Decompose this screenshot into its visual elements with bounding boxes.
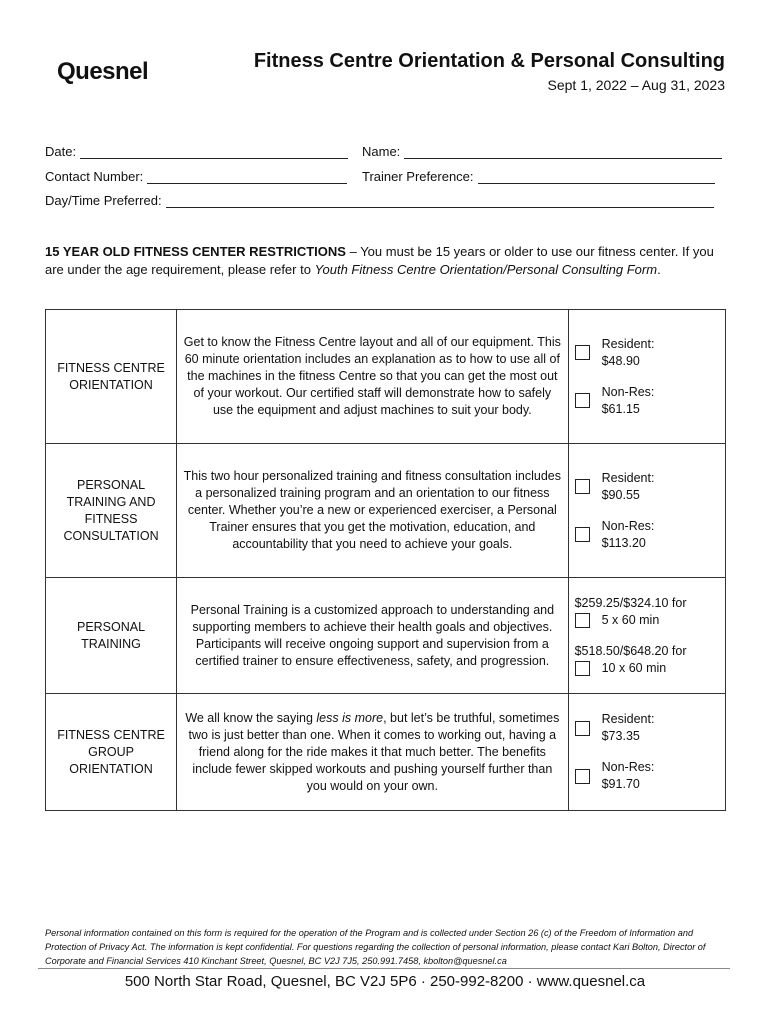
option-label: Non-Res:: [601, 518, 655, 533]
contact-number-label: Contact Number:: [45, 169, 144, 184]
option-price: $48.90: [601, 353, 640, 368]
service-pricing: [568, 694, 725, 811]
service-row: [46, 694, 726, 811]
option-label: 10 x 60 min: [601, 660, 667, 675]
non-resident-option[interactable]: [575, 518, 719, 552]
services-table: [45, 309, 726, 811]
non-resident-checkbox[interactable]: [575, 393, 590, 408]
page-title: Fitness Centre Orientation & Personal Consulting: [253, 50, 725, 72]
service-name: PERSONAL TRAINING AND FITNESS CONSULTATION: [46, 444, 177, 578]
footer-address: 500 North Star Road, Quesnel, BC V2J 5P6 · 250-992-8200 · www.quesnel.ca: [124, 973, 646, 990]
contact-number-field[interactable]: [45, 169, 347, 184]
name-field[interactable]: [362, 144, 722, 159]
trainer-preference-field[interactable]: [362, 169, 715, 184]
non-resident-option[interactable]: [575, 759, 719, 793]
resident-checkbox[interactable]: [575, 345, 590, 360]
day-time-preferred-field[interactable]: [45, 193, 714, 208]
option-label: Resident:: [601, 712, 655, 726]
trainer-preference-label: Trainer Preference:: [362, 169, 474, 184]
non-resident-option[interactable]: [575, 384, 719, 418]
service-name: PERSONAL TRAINING: [46, 578, 177, 694]
option-label: Non-Res:: [601, 384, 655, 399]
non-resident-checkbox[interactable]: [575, 769, 590, 784]
option-price: $90.55: [601, 487, 640, 502]
footer-divider: [38, 968, 730, 969]
option-label: Non-Res:: [601, 760, 655, 774]
option-price: $259.25/$324.10 for: [574, 595, 687, 610]
name-input-line[interactable]: [404, 147, 722, 159]
service-row: [46, 310, 726, 444]
privacy-notice: Personal information contained on this form is required for the operation of the Program and is collected under Section 26 (c) of the Freedom of Information and Protection of Privacy Act. The information is kept confidential. For questions regarding the collection of personal information, please contact Kari Bolton, Director of Corporate and Financial Services 410 Kinchant Street, Quesnel, BC V2J 7J5, 250.991.7458, kbolton@quesnel.ca: [45, 928, 706, 966]
service-description: We all know the saying less is more, but let’s be truthful, sometimes two is just better than one. When it comes to working out, having a friend along for the ride makes it that much better. The benefits include fewer skipped workouts and pushing yourself further than you would on your own.: [177, 694, 569, 811]
date-field[interactable]: [45, 144, 348, 159]
age-restriction-notice: [45, 243, 730, 279]
service-row: [46, 444, 726, 578]
option-price: $518.50/$648.20 for: [574, 643, 687, 658]
resident-option[interactable]: [575, 470, 719, 504]
option-label: Resident:: [601, 470, 655, 485]
quesnel-logo: Quesnel: [57, 58, 149, 85]
day-time-preferred-input-line[interactable]: [166, 196, 714, 208]
service-pricing: [568, 578, 725, 694]
restriction-heading: 15 YEAR OLD FITNESS CENTER RESTRICTIONS: [45, 244, 346, 259]
youth-form-reference: Youth Fitness Centre Orientation/Personal Consulting Form: [314, 262, 658, 277]
service-description: This two hour personalized training and fitness consultation includes a personalized training program and an orientation to our fitness center. Whether you’re a new or experienced exerciser, a Personal Trainer ensures that you get the motivation, education, and accountability that you need to achieve your goals.: [177, 444, 569, 578]
service-description: Personal Training is a customized approach to understanding and supporting members to achieve their health goals and objectives. Participants will receive ongoing support and supervision from a certified trainer to ensure effectiveness, safety, and progression.: [177, 578, 569, 694]
name-label: Name:: [362, 144, 401, 159]
service-name: FITNESS CENTRE ORIENTATION: [46, 310, 177, 444]
option-label: 5 x 60 min: [601, 612, 660, 627]
date-input-line[interactable]: [80, 147, 348, 159]
service-name: FITNESS CENTRE GROUP ORIENTATION: [46, 694, 177, 811]
option-price: $73.35: [601, 729, 640, 743]
option-price: $113.20: [601, 535, 646, 550]
option-price: $61.15: [601, 401, 640, 416]
option-price: $91.70: [601, 777, 640, 791]
trainer-preference-input-line[interactable]: [478, 172, 715, 184]
five-session-checkbox[interactable]: [575, 613, 590, 628]
ten-session-option[interactable]: [575, 643, 719, 677]
restriction-end: .: [657, 262, 661, 277]
date-label: Date:: [45, 144, 77, 159]
resident-option[interactable]: [575, 711, 719, 745]
day-time-preferred-label: Day/Time Preferred:: [45, 193, 162, 208]
service-pricing: [568, 444, 725, 578]
service-row: [46, 578, 726, 694]
less-is-more-emphasis: less is more: [316, 710, 384, 725]
resident-checkbox[interactable]: [575, 479, 590, 494]
resident-checkbox[interactable]: [575, 721, 590, 736]
non-resident-checkbox[interactable]: [575, 527, 590, 542]
date-range: Sept 1, 2022 – Aug 31, 2023: [547, 77, 725, 93]
resident-option[interactable]: [575, 336, 719, 370]
restriction-text: – You must be 15 years or older to use our fitness center. If you are under the age requirement, please refer to: [45, 244, 714, 277]
ten-session-checkbox[interactable]: [575, 661, 590, 676]
five-session-option[interactable]: [575, 595, 719, 629]
service-pricing: [568, 310, 725, 444]
option-label: Resident:: [601, 336, 655, 351]
contact-number-input-line[interactable]: [147, 172, 347, 184]
service-description: Get to know the Fitness Centre layout and all of our equipment. This 60 minute orientation includes an explanation as to how to use all of the machines in the fitness Centre so that you can get the most out of your workout. Our certified staff will demonstrate how to safely use the equipment and adjust machines to suit your body.: [177, 310, 569, 444]
